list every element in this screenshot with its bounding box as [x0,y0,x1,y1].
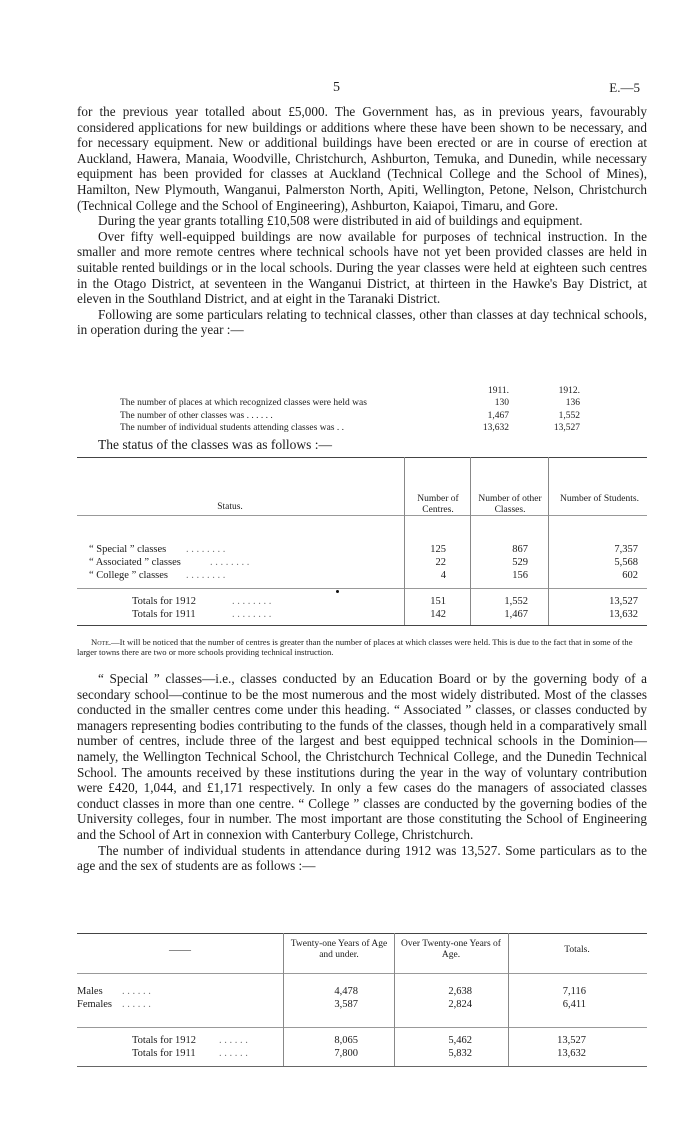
paragraph: Over fifty well-equipped buildings are now available for purposes of technical instruction. In the smaller and more remote centres where technical schools have not yet been provided classes are held in suitable rented buildings or in the local schools. During the year classes were held at eighteen such centres in the Otago District, at seventeen in the Wanganui District, at thirteen in the Hawke's Bay District, at eleven in the Southland District, and at eight in the Taranaki District. [77,228,647,307]
value-1911: 130 [494,398,509,409]
table-row [120,397,580,409]
under-21-value: 3,587 [334,999,358,1010]
table-row [120,422,580,434]
leader-dots: . . . . . . . . [232,609,272,620]
leader-dots: . . . . . . [122,999,151,1010]
status-intro: The status of the classes was as follows :— [98,437,332,452]
under-21-value: 4,478 [334,986,358,997]
row-label-associated: “ Associated ” classes [89,557,181,568]
table-note [77,637,647,657]
under-21-total: 8,065 [334,1035,358,1046]
year-1911-label: 1911. [487,386,509,396]
print-mark [336,590,339,593]
value-1912: 1,552 [558,410,580,421]
table-subtotal-rule [77,588,647,589]
paragraph: Following are some particulars relating to technical classes, other than classes at day technical schools, in operation during the year :— [77,306,647,338]
other-classes-value: 529 [512,557,528,568]
table-top-rule [77,933,647,934]
table-row [120,410,580,422]
table-top-rule [77,457,647,458]
leader-dots: . . . . . . . . [186,570,226,581]
under-21-total: 7,800 [334,1048,358,1059]
table-subtotal-rule [77,1027,647,1028]
totals-1912-label: Totals for 1912 [132,1035,197,1046]
paragraph: The number of individual students in attendance during 1912 was 13,527. Some particulars as to the age and the sex of students are as follows :— [77,842,647,874]
page-number: 5 [333,80,340,95]
students-total: 13,527 [609,596,638,607]
note-label: Note. [91,637,112,647]
centres-value: 125 [430,544,446,555]
totals-total: 13,527 [557,1035,586,1046]
totals-1912-label: Totals for 1912 [132,596,197,607]
other-classes-total: 1,552 [504,596,528,607]
leader-dots: . . . . . . . . [210,557,250,568]
other-classes-value: 156 [512,570,528,581]
other-classes-total: 1,467 [504,609,528,620]
intro-paragraphs [77,104,647,338]
students-value: 7,357 [614,544,638,555]
over-21-value: 2,638 [448,986,472,997]
students-total: 13,632 [609,609,638,620]
students-column-header: Number of Students. [560,494,639,504]
value-1912: 136 [565,398,580,409]
places-table [120,385,580,434]
centres-column-header: Number of Centres. [417,494,459,515]
paragraph: “ Special ” classes—i.e., classes conducted by an Education Board or by the governing body of a secondary school—continue to be the most numerous and the most widely distributed. Most of the classes conducted in the smaller centres come under this heading. “ Associated ” classes, or classes conducted by managers representing bodies contributing to the funds of the classes, though held in a comparatively small number of centres, include three of the largest and best equipped technical schools in the Dominion—namely, the Wellington Technical School, the Christchurch Technical College, and the Dunedin Technical School. The amounts received by these institutions during the year in the way of voluntary contribution were £420, 1,044, and £1,171 respectively. In only a few cases do the managers of associated classes conduct classes in more than one centre. “ College ” classes are conducted by the governing bodies of the University colleges, four in number. The most important are those constituting the School of Engineering and the School of Art in connexion with Canterbury College, Christchurch. [77,671,647,842]
over-21-column-header: Over Twenty-one Years of Age. [401,939,501,960]
totals-1911-label: Totals for 1911 [132,1048,196,1059]
blank-column-header: —— [169,944,191,956]
row-label: The number of individual students attending classes was . . [120,422,344,433]
students-value: 602 [622,570,638,581]
year-1912-label: 1912. [558,386,580,396]
row-label-college: “ College ” classes [89,570,169,581]
places-year-header [120,385,580,397]
note-text: —It will be noticed that the number of centres is greater than the number of places at which classes were held. This is due to the fact that in some of the larger towns there are two or more schools providing technical instruction. [77,637,633,657]
over-21-total: 5,462 [448,1035,472,1046]
over-21-total: 5,832 [448,1048,472,1059]
other-classes-value: 867 [512,544,528,555]
over-21-value: 2,824 [448,999,472,1010]
totals-total: 13,632 [557,1048,586,1059]
leader-dots: . . . . . . [219,1035,248,1046]
totals-value: 7,116 [562,986,586,997]
centres-total: 151 [430,596,446,607]
table-bottom-rule [77,1066,647,1067]
paragraph: During the year grants totalling £10,508 were distributed in aid of buildings and equipment. [98,213,583,229]
table-header-rule [77,973,647,974]
table-header-rule [77,515,647,516]
leader-dots: . . . . . . [219,1048,248,1059]
table-bottom-rule [77,625,647,626]
value-1912: 13,527 [553,422,580,433]
status-column-header: Status. [217,502,243,512]
leader-dots: . . . . . . [122,986,151,997]
value-1911: 13,632 [482,422,509,433]
other-classes-column-header: Number of other Classes. [478,494,542,515]
row-label: The number of places at which recognized classes were held was [120,398,367,409]
row-label: The number of other classes was . . . . . . [120,410,273,421]
leader-dots: . . . . . . . . [186,544,226,555]
centres-value: 22 [435,557,446,568]
row-label-males: Males [77,986,103,997]
leader-dots: . . . . . . . . [232,596,272,607]
paragraph: for the previous year totalled about £5,000. The Government has, as in previous years, favourably considered applications for new buildings or additions where these have been shown to be necessary, and for necessary equipment. New or additional buildings have been erected or are in course of erection at Auckland, Hawera, Manaia, Woodville, Christchurch, Ashburton, Temuka, and Dunedin, while necessary equipment has been provided for classes at Auckland (Technical College and the School of Mines), Hamilton, New Plymouth, Wanganui, Palmerston North, Apiti, Wellington, Petone, Nelson, Christchurch (Technical College and the School of Engineering), Ashburton, Kaiapoi, Timaru, and Gore. [77,104,647,213]
classes-paragraphs [77,671,647,874]
centres-total: 142 [430,609,446,620]
totals-column-header: Totals. [564,945,590,955]
row-label-special: “ Special ” classes [89,544,167,555]
page-reference: E.—5 [609,80,640,95]
totals-1911-label: Totals for 1911 [132,609,196,620]
students-value: 5,568 [614,557,638,568]
row-label-females: Females [77,999,112,1010]
totals-value: 6,411 [562,999,586,1010]
centres-value: 4 [440,570,446,581]
value-1911: 1,467 [487,410,509,421]
under-21-column-header: Twenty-one Years of Age and under. [290,939,388,960]
